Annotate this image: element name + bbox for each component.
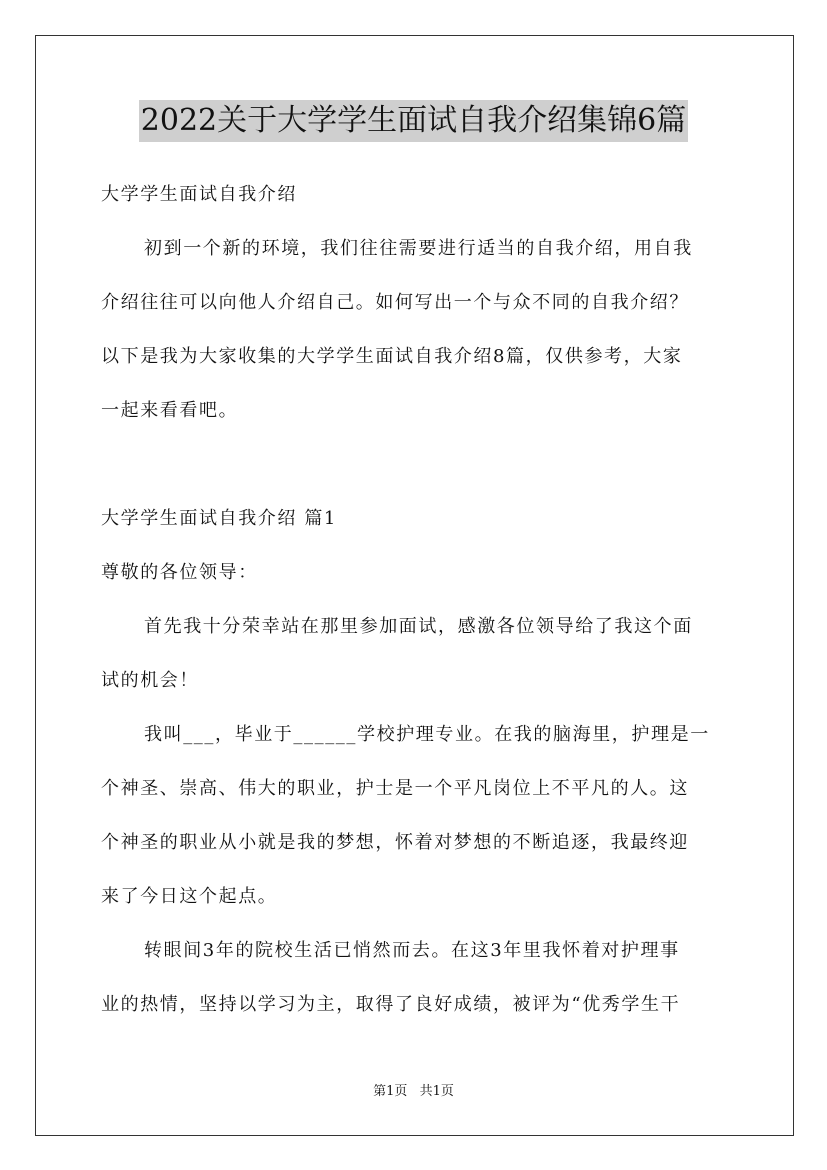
salutation: 尊敬的各位领导： — [101, 562, 258, 583]
section-heading: 大学学生面试自我介绍 篇1 — [101, 508, 337, 529]
page-footer — [0, 1084, 827, 1100]
title-container — [0, 100, 827, 142]
section-heading: 大学学生面试自我介绍 — [101, 184, 297, 205]
paragraph-line: 我叫___，毕业于______学校护理专业。在我的脑海里，护理是一 — [144, 724, 710, 745]
page-total: 共1页 — [419, 1084, 454, 1099]
page-number: 第1页 — [373, 1084, 408, 1099]
paragraph-line: 转眼间3年的院校生活已悄然而去。在这3年里我怀着对护理事 — [144, 940, 680, 961]
paragraph-line: 一起来看看吧。 — [101, 400, 239, 421]
paragraph-line: 介绍往往可以向他人介绍自己。如何写出一个与众不同的自我介绍？ — [101, 292, 689, 313]
paragraph-line: 以下是我为大家收集的大学学生面试自我介绍8篇，仅供参考，大家 — [101, 346, 683, 367]
paragraph-line: 个神圣的职业从小就是我的梦想，怀着对梦想的不断追逐，我最终迎 — [101, 832, 689, 853]
paragraph-line: 初到一个新的环境，我们往往需要进行适当的自我介绍，用自我 — [144, 238, 693, 259]
paragraph-line: 来了今日这个起点。 — [101, 886, 278, 907]
paragraph-line: 首先我十分荣幸站在那里参加面试，感激各位领导给了我这个面 — [144, 616, 693, 637]
paragraph-line: 试的机会！ — [101, 670, 199, 691]
paragraph-line: 业的热情，坚持以学习为主，取得了良好成绩，被评为“优秀学生干 — [101, 994, 681, 1015]
document-title: 2022关于大学学生面试自我介绍集锦6篇 — [139, 100, 688, 142]
paragraph-line: 个神圣、崇高、伟大的职业，护士是一个平凡岗位上不平凡的人。这 — [101, 778, 689, 799]
